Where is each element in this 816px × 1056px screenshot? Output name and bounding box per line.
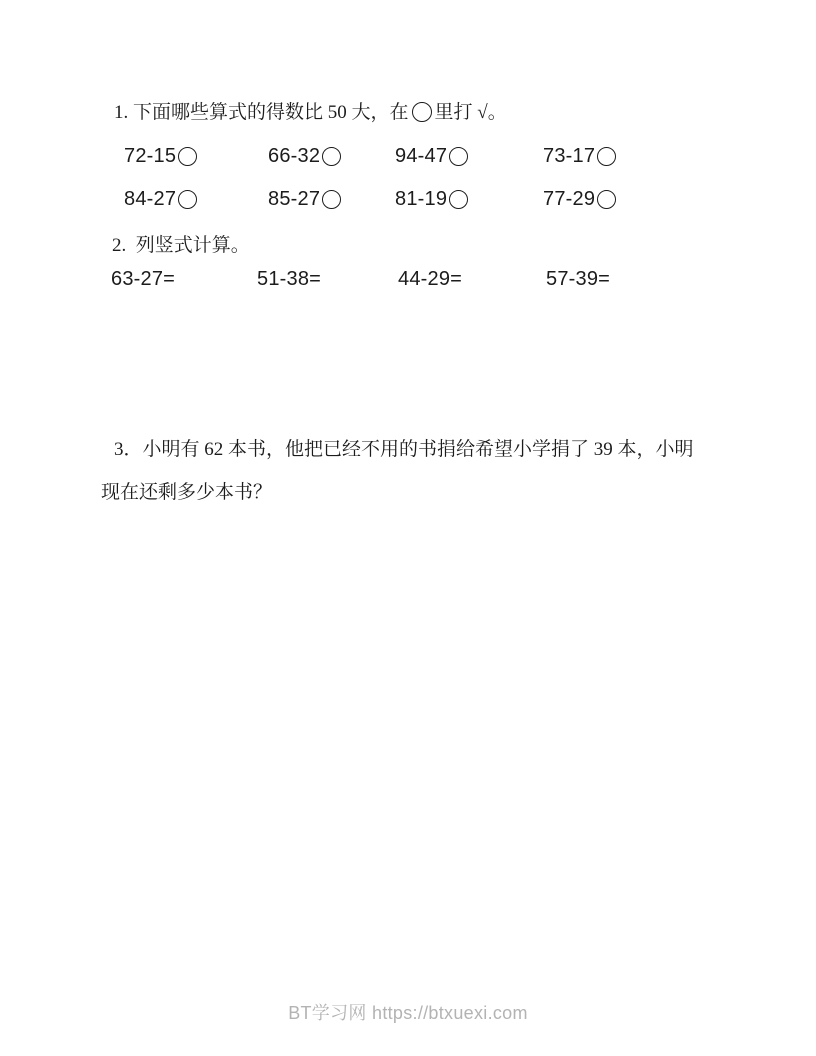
answer-circle-icon[interactable] [322,190,341,209]
expression-cell [124,144,268,168]
question-1-title-tail: 里打 √。 [434,102,507,123]
circle-icon [412,102,432,122]
question-1-row-2 [124,187,616,211]
expression-text: 72-15 [124,145,177,167]
question-1-row-1 [124,144,616,168]
expression-text: 94-47 [395,145,448,167]
vertical-calc-expression: 44-29= [398,268,463,290]
answer-circle-icon[interactable] [449,190,468,209]
answer-circle-icon[interactable] [597,190,616,209]
answer-circle-icon[interactable] [597,147,616,166]
expression-text: 77-29 [543,188,596,210]
expression-cell [268,144,395,168]
expression-text: 81-19 [395,188,448,210]
vertical-calc-expression: 63-27= [111,268,176,290]
question-1-title-text: 1. 下面哪些算式的得数比 50 大，在 [114,102,409,123]
question-3-line-2: 现在还剩多少本书？ [101,482,273,503]
vertical-calc-expression: 51-38= [257,268,322,290]
footer-watermark: BT学习网 https://btxuexi.com [288,1003,528,1023]
answer-circle-icon[interactable] [178,147,197,166]
expression-text: 85-27 [268,188,321,210]
expression-cell [395,144,543,168]
expression-cell [543,144,616,168]
vertical-calc-expression: 57-39= [546,268,611,290]
question-2-row [111,267,610,291]
expression-text: 84-27 [124,188,177,210]
expression-cell [543,187,616,211]
question-3-line-1: 3．小明有 62 本书，他把已经不用的书捐给希望小学捐了 39 本，小明 [114,439,694,460]
answer-circle-icon[interactable] [449,147,468,166]
expression-cell [395,187,543,211]
question-1-title [114,100,507,126]
question-2-title: 2. 列竖式计算。 [112,235,250,256]
answer-circle-icon[interactable] [322,147,341,166]
expression-text: 66-32 [268,145,321,167]
expression-cell [124,187,268,211]
expression-cell [268,187,395,211]
expression-text: 73-17 [543,145,596,167]
answer-circle-icon[interactable] [178,190,197,209]
